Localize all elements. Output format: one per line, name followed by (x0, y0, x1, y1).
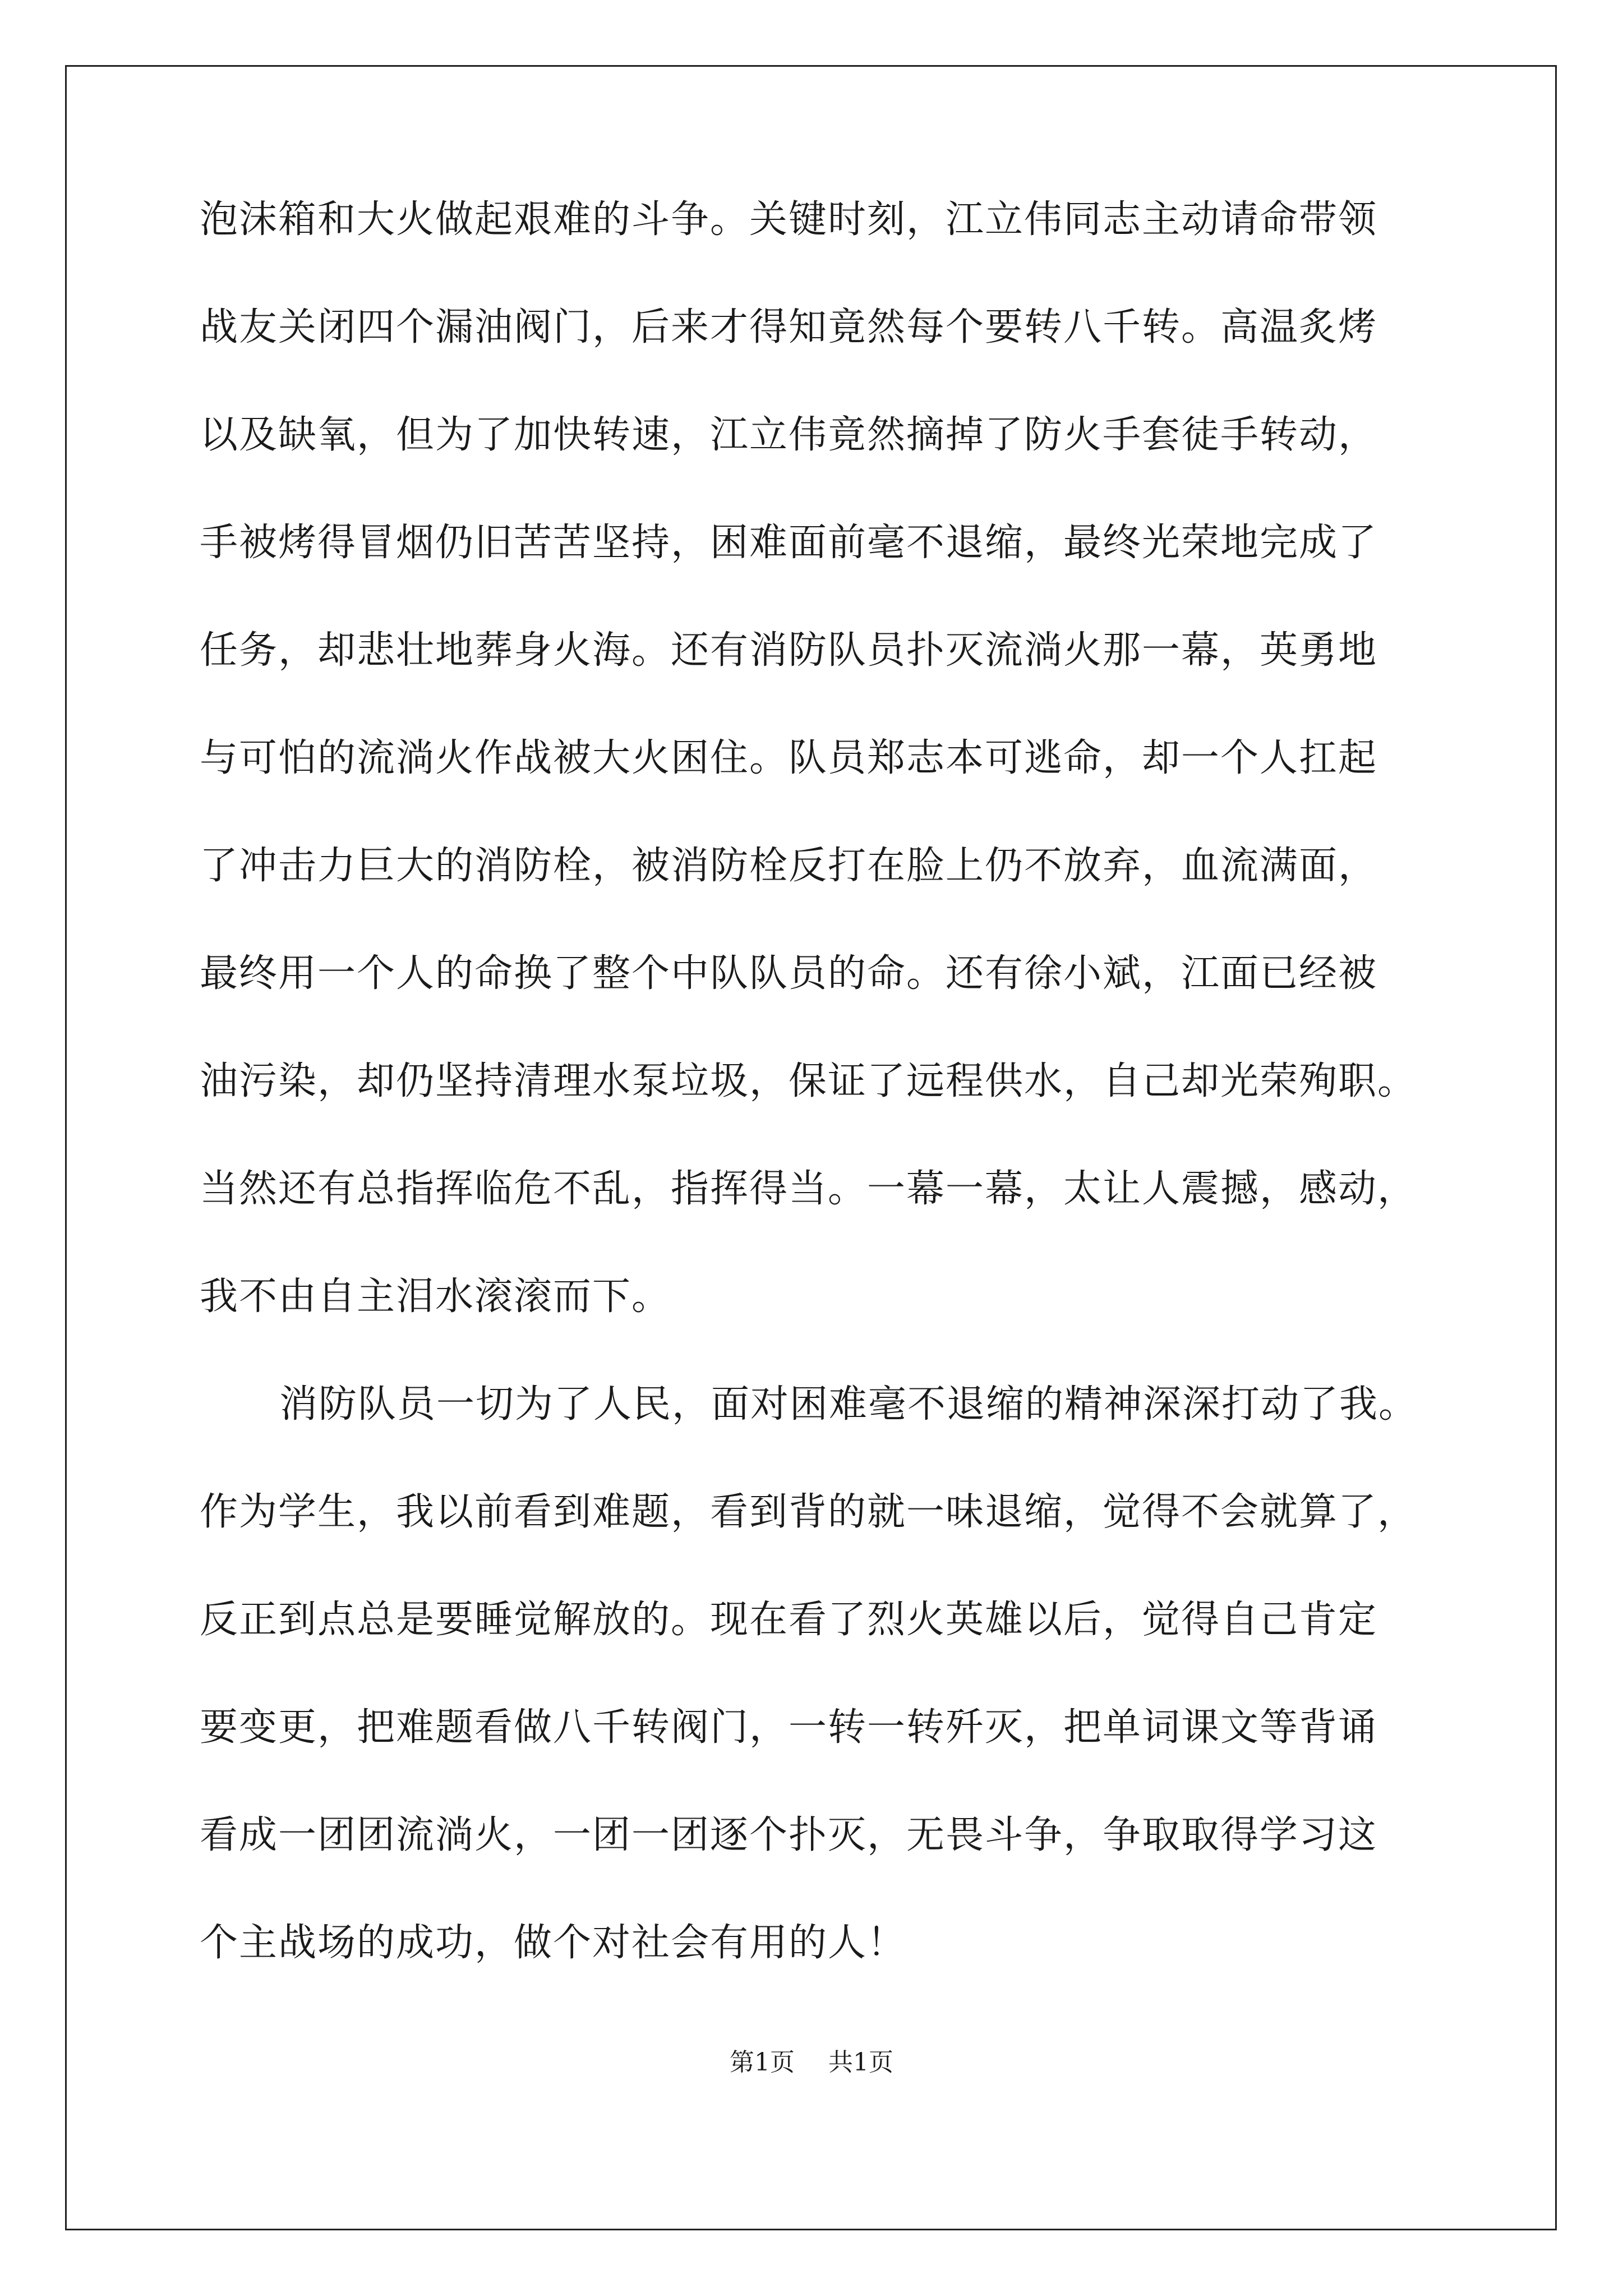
text-line: 与可怕的流淌火作战被大火困住。队员郑志本可逃命，却一个人扛起 (200, 736, 1378, 780)
text-line: 油污染，却仍坚持清理水泵垃圾，保证了远程供水，自己却光荣殉职。 (200, 1059, 1417, 1103)
page-footer (0, 2049, 1623, 2077)
text-line: 战友关闭四个漏油阀门，后来才得知竟然每个要转八千转。高温炙烤 (200, 305, 1378, 349)
document-body (200, 197, 1433, 2032)
text-line: 当然还有总指挥临危不乱，指挥得当。一幕一幕，太让人震撼，感动， (200, 1167, 1417, 1211)
text-line: 手被烤得冒烟仍旧苦苦坚持，困难面前毫不退缩，最终光荣地完成了 (200, 521, 1378, 565)
paragraph-first-line: 消防队员一切为了人民，面对困难毫不退缩的精神深深打动了我。 (279, 1382, 1418, 1427)
text-line: 看成一团团流淌火，一团一团逐个扑灭，无畏斗争，争取取得学习这 (200, 1813, 1378, 1857)
text-line: 个主战场的成功，做个对社会有用的人！ (200, 1921, 907, 1965)
text-line: 反正到点总是要睡觉解放的。现在看了烈火英雄以后，觉得自己肯定 (200, 1598, 1378, 1642)
text-line: 最终用一个人的命换了整个中队队员的命。还有徐小斌，江面已经被 (200, 951, 1378, 996)
text-line: 要变更，把难题看做八千转阀门，一转一转歼灭，把单词课文等背诵 (200, 1705, 1378, 1750)
text-line: 以及缺氧，但为了加快转速，江立伟竟然摘掉了防火手套徒手转动， (200, 413, 1378, 457)
text-line: 泡沫箱和大火做起艰难的斗争。关键时刻，江立伟同志主动请命带领 (200, 197, 1378, 242)
total-pages: 共1页 (828, 2048, 893, 2077)
text-line: 我不由自主泪水滚滚而下。 (200, 1274, 671, 1319)
text-line: 作为学生，我以前看到难题，看到背的就一味退缩，觉得不会就算了， (200, 1490, 1417, 1534)
page-number: 第1页 (730, 2048, 795, 2077)
text-line: 了冲击力巨大的消防栓，被消防栓反打在脸上仍不放弃，血流满面， (200, 844, 1378, 888)
text-line: 任务，却悲壮地葬身火海。还有消防队员扑灭流淌火那一幕，英勇地 (200, 628, 1378, 673)
